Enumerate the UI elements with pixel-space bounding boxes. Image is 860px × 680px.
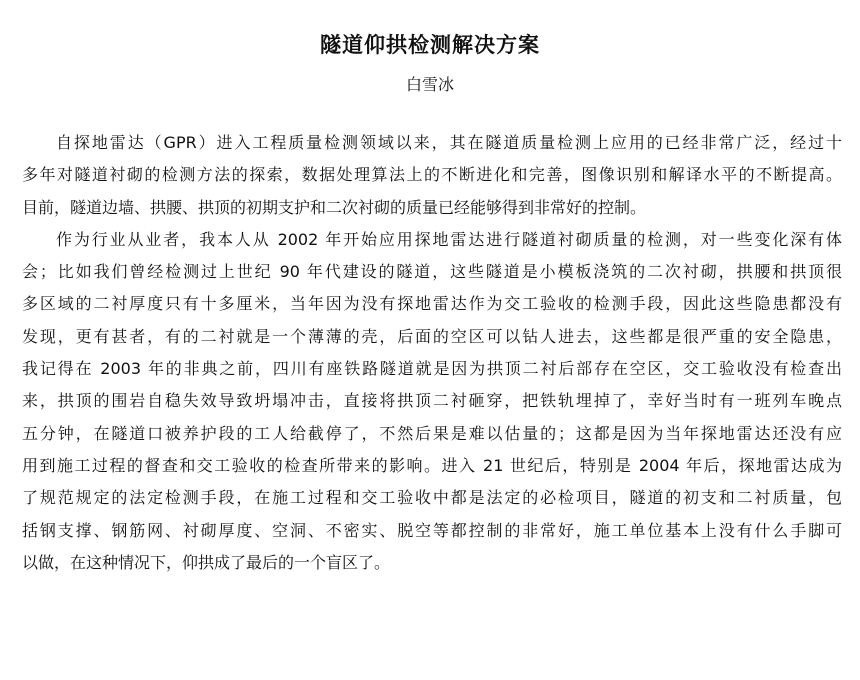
document-body (22, 127, 842, 579)
text-line: 多年对隧道衬砌的检测方法的探索，数据处理算法上的不断进化和完善，图像识别和解译水平的不断提高。 (22, 165, 842, 185)
text-line: 括钢支撑、钢筋网、衬砌厚度、空洞、不密实、脱空等都控制的非常好，施工单位基本上没有什么手脚可 (22, 520, 842, 540)
paragraph-2 (22, 224, 842, 579)
document-author: 白雪冰 (405, 75, 454, 94)
text-line: 发现，更有甚者，有的二衬就是一个薄薄的壳，后面的空区可以钻人进去，这些都是很严重的安全隐患， (22, 326, 842, 346)
document-title: 隧道仰拱检测解决方案 (320, 33, 540, 57)
text-line: 作为行业从业者，我本人从 2002 年开始应用探地雷达进行隧道衬砌质量的检测，对一些变化深有体 (56, 229, 842, 249)
text-line: 用到施工过程的督查和交工验收的检查所带来的影响。进入 21 世纪后，特别是 2004 年后，探地雷达成为 (22, 455, 842, 475)
text-line: 目前，隧道边墙、拱腰、拱顶的初期支护和二次衬砌的质量已经能够得到非常好的控制。 (22, 197, 647, 217)
text-line: 会；比如我们曾经检测过上世纪 90 年代建设的隧道，这些隧道是小模板浇筑的二次衬砌，拱腰和拱顶很 (22, 262, 842, 282)
text-line: 以做，在这种情况下，仰拱成了最后的一个盲区了。 (22, 552, 391, 572)
text-line: 五分钟，在隧道口被养护段的工人给截停了，不然后果是难以估量的；这都是因为当年探地雷达还没有应 (22, 423, 842, 443)
paragraph-1 (22, 127, 842, 224)
text-line: 我记得在 2003 年的非典之前，四川有座铁路隧道就是因为拱顶二衬后部存在空区，交工验收没有检查出 (22, 359, 842, 379)
text-line: 自探地雷达（GPR）进入工程质量检测领域以来，其在隧道质量检测上应用的已经非常广泛，经过十 (56, 133, 842, 152)
text-line: 了规范规定的法定检测手段，在施工过程和交工验收中都是法定的必检项目，隧道的初支和二衬质量，包 (22, 488, 842, 508)
text-line: 多区域的二衬厚度只有十多厘米，当年因为没有探地雷达作为交工验收的检测手段，因此这些隐患都没有 (22, 294, 842, 314)
text-line: 来，拱顶的围岩自稳失效导致坍塌冲击，直接将拱顶二衬砸穿，把铁轨埋掉了，幸好当时有一班列车晚点 (22, 391, 842, 411)
